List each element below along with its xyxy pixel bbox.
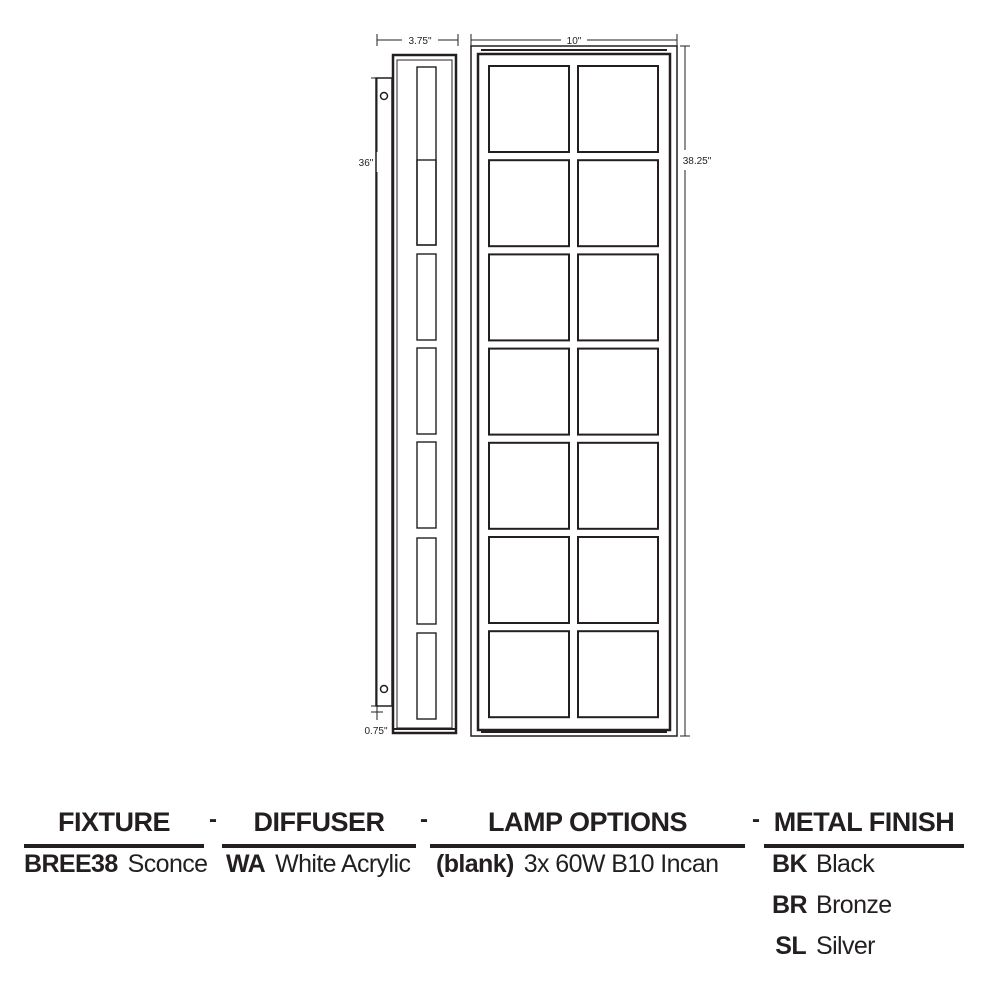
front-pane (489, 443, 569, 529)
side-wall-plate (376, 78, 392, 706)
front-pane (578, 537, 658, 623)
fixture-heading: FIXTURE (24, 800, 204, 848)
separator: - (752, 806, 760, 833)
side-lite (417, 67, 436, 245)
finish-code: BR (772, 891, 807, 919)
fixture-desc: Sconce (127, 850, 208, 878)
front-pane (489, 66, 569, 152)
front-pane (578, 631, 658, 717)
front-pane (578, 160, 658, 246)
mount-hole-top (381, 93, 388, 100)
mount-hole-bottom (381, 686, 388, 693)
diffuser-code: WA (226, 850, 266, 878)
side-view (376, 55, 456, 733)
finish-heading: METAL FINISH (764, 800, 964, 848)
dim-bottom-offset: 0.75" (364, 726, 388, 737)
front-pane (578, 66, 658, 152)
side-lite (417, 633, 436, 719)
front-pane-grid (489, 66, 658, 717)
finish-option (772, 891, 892, 920)
front-view (471, 46, 677, 736)
finish-desc: Black (816, 850, 875, 878)
ordering-spec (0, 800, 1000, 1000)
diffuser-heading: DIFFUSER (222, 800, 416, 848)
side-lite (417, 538, 436, 624)
side-lite (417, 254, 436, 340)
finish-option (772, 850, 874, 879)
dim-front-width: 10" (566, 36, 582, 47)
diffuser-option (226, 850, 410, 879)
lamp-code: (blank) (436, 850, 514, 878)
side-lites (417, 67, 436, 719)
lamp-desc: 3x 60W B10 Incan (523, 850, 719, 878)
diffuser-desc: White Acrylic (275, 850, 411, 878)
finish-code: BK (772, 850, 807, 878)
lamp-option (436, 850, 718, 879)
front-pane (489, 631, 569, 717)
front-frame (478, 54, 670, 730)
side-lite (417, 160, 436, 245)
side-lite (417, 442, 436, 528)
lamp-heading: LAMP OPTIONS (430, 800, 745, 848)
finish-desc: Silver (816, 932, 875, 960)
front-pane (489, 254, 569, 340)
finish-option (772, 932, 875, 961)
dim-side-depth: 3.75" (408, 36, 432, 47)
finish-desc: Bronze (816, 891, 892, 919)
front-outline (471, 46, 677, 736)
dim-side-height: 36" (358, 158, 374, 169)
finish-code: SL (775, 932, 806, 960)
front-pane (489, 537, 569, 623)
front-pane (578, 443, 658, 529)
fixture-option (24, 850, 207, 879)
front-pane (489, 349, 569, 435)
front-pane (578, 349, 658, 435)
dim-front-height: 38.25" (682, 156, 712, 167)
separator: - (420, 806, 428, 833)
front-pane (489, 160, 569, 246)
side-body (393, 55, 456, 733)
fixture-code: BREE38 (24, 850, 118, 878)
side-lite (417, 348, 436, 434)
front-pane (578, 254, 658, 340)
separator: - (209, 806, 217, 833)
